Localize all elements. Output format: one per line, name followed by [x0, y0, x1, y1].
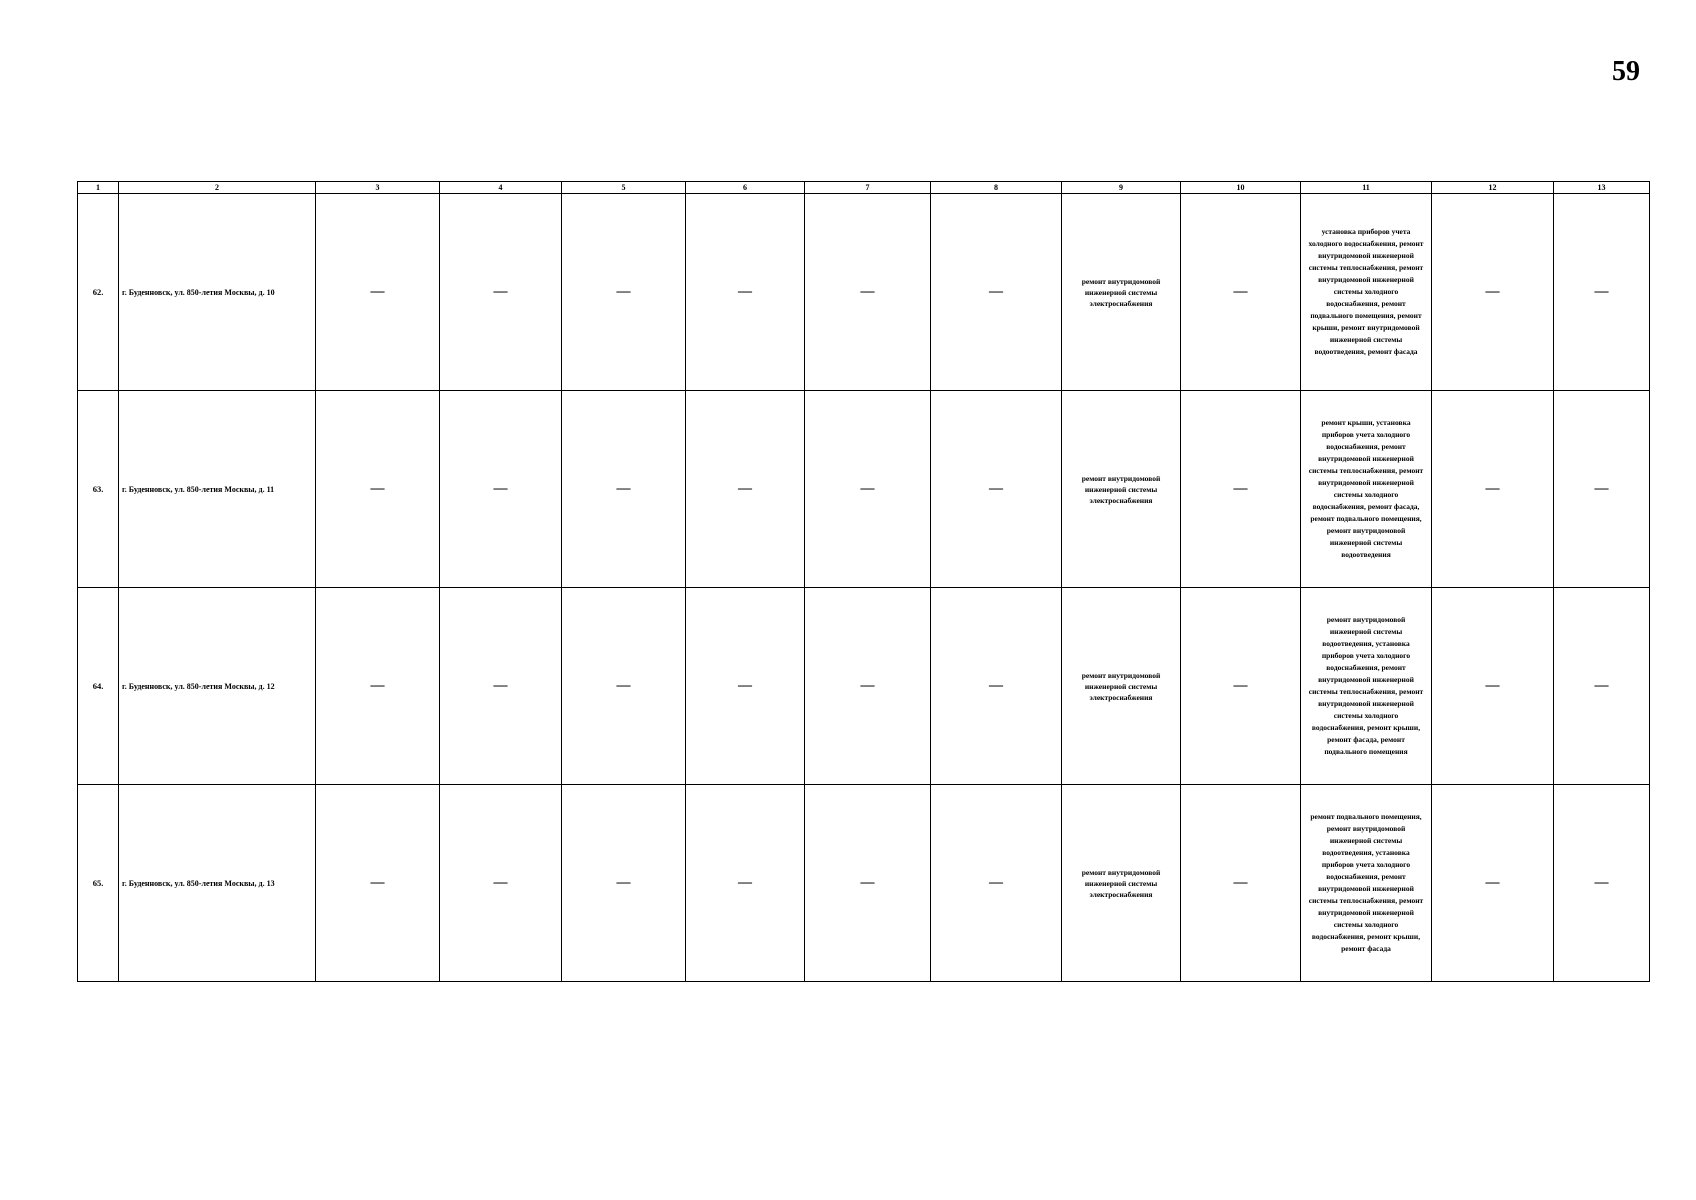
cell-col-12: —: [1432, 588, 1554, 785]
header-col-3: 3: [316, 182, 440, 194]
cell-col-4: —: [440, 785, 562, 982]
cell-col-12: —: [1432, 194, 1554, 391]
cell-col-3: —: [316, 391, 440, 588]
header-col-12: 12: [1432, 182, 1554, 194]
cell-col-5: —: [562, 588, 686, 785]
cell-col-13: —: [1554, 785, 1650, 982]
cell-col-10: —: [1181, 785, 1301, 982]
cell-col-3: —: [316, 785, 440, 982]
table-header: [78, 182, 1650, 194]
cell-col-13: —: [1554, 588, 1650, 785]
table-row: [78, 391, 1650, 588]
page-number: 59: [1612, 56, 1640, 87]
cell-col-7: —: [805, 391, 931, 588]
cell-col-6: —: [686, 194, 805, 391]
cell-col-5: —: [562, 391, 686, 588]
row-address: г. Буденновск, ул. 850-летия Москвы, д. 11: [119, 391, 316, 588]
row-number: 64.: [78, 588, 119, 785]
header-col-6: 6: [686, 182, 805, 194]
header-col-10: 10: [1181, 182, 1301, 194]
cell-col-4: —: [440, 391, 562, 588]
cell-col-9-works: ремонт внутридомовой инженерной системы электроснабжения: [1062, 391, 1181, 588]
row-address: г. Буденновск, ул. 850-летия Москвы, д. 12: [119, 588, 316, 785]
header-col-8: 8: [931, 182, 1062, 194]
cell-col-7: —: [805, 194, 931, 391]
row-number: 65.: [78, 785, 119, 982]
cell-col-9-works: ремонт внутридомовой инженерной системы электроснабжения: [1062, 588, 1181, 785]
cell-col-8: —: [931, 194, 1062, 391]
cell-col-11-works: установка приборов учета холодного водоснабжения, ремонт внутридомовой инженерной системы теплоснабжения, ремонт внутридомовой инженерной системы холодного водоснабжения, ремонт подвального помещения, ремонт крыши, ремонт внутридомовой инженерной системы водоотведения, ремонт фасада: [1301, 194, 1432, 391]
cell-col-11-works: ремонт внутридомовой инженерной системы водоотведения, установка приборов учета холодного водоснабжения, ремонт внутридомовой инженерной системы теплоснабжения, ремонт внутридомовой инженерной системы холодного водоснабжения, ремонт крыши, ремонт фасада, ремонт подвального помещения: [1301, 588, 1432, 785]
cell-col-10: —: [1181, 391, 1301, 588]
cell-col-5: —: [562, 785, 686, 982]
row-number: 62.: [78, 194, 119, 391]
cell-col-9-works: ремонт внутридомовой инженерной системы электроснабжения: [1062, 194, 1181, 391]
cell-col-4: —: [440, 588, 562, 785]
cell-col-12: —: [1432, 391, 1554, 588]
header-col-4: 4: [440, 182, 562, 194]
cell-col-11-works: ремонт подвального помещения, ремонт внутридомовой инженерной системы водоотведения, установка приборов учета холодного водоснабжения, ремонт внутридомовой инженерной системы теплоснабжения, ремонт внутридомовой инженерной системы холодного водоснабжения, ремонт крыши, ремонт фасада: [1301, 785, 1432, 982]
repair-schedule-table: [77, 181, 1650, 982]
cell-col-6: —: [686, 391, 805, 588]
cell-col-8: —: [931, 785, 1062, 982]
header-col-7: 7: [805, 182, 931, 194]
cell-col-4: —: [440, 194, 562, 391]
cell-col-8: —: [931, 588, 1062, 785]
header-row: [78, 182, 1650, 194]
header-col-5: 5: [562, 182, 686, 194]
row-number: 63.: [78, 391, 119, 588]
cell-col-11-works: ремонт крыши, установка приборов учета холодного водоснабжения, ремонт внутридомовой инженерной системы теплоснабжения, ремонт внутридомовой инженерной системы холодного водоснабжения, ремонт фасада, ремонт подвального помещения, ремонт внутридомовой инженерной системы водоотведения: [1301, 391, 1432, 588]
cell-col-6: —: [686, 588, 805, 785]
cell-col-5: —: [562, 194, 686, 391]
cell-col-13: —: [1554, 391, 1650, 588]
header-col-1: 1: [78, 182, 119, 194]
cell-col-10: —: [1181, 194, 1301, 391]
row-address: г. Буденновск, ул. 850-летия Москвы, д. 13: [119, 785, 316, 982]
cell-col-3: —: [316, 588, 440, 785]
cell-col-6: —: [686, 785, 805, 982]
table-row: [78, 785, 1650, 982]
row-address: г. Буденновск, ул. 850-летия Москвы, д. 10: [119, 194, 316, 391]
cell-col-13: —: [1554, 194, 1650, 391]
header-col-11: 11: [1301, 182, 1432, 194]
table-row: [78, 194, 1650, 391]
cell-col-12: —: [1432, 785, 1554, 982]
cell-col-8: —: [931, 391, 1062, 588]
cell-col-7: —: [805, 785, 931, 982]
header-col-13: 13: [1554, 182, 1650, 194]
header-col-2: 2: [119, 182, 316, 194]
cell-col-9-works: ремонт внутридомовой инженерной системы электроснабжения: [1062, 785, 1181, 982]
table-row: [78, 588, 1650, 785]
cell-col-3: —: [316, 194, 440, 391]
cell-col-10: —: [1181, 588, 1301, 785]
cell-col-7: —: [805, 588, 931, 785]
header-col-9: 9: [1062, 182, 1181, 194]
